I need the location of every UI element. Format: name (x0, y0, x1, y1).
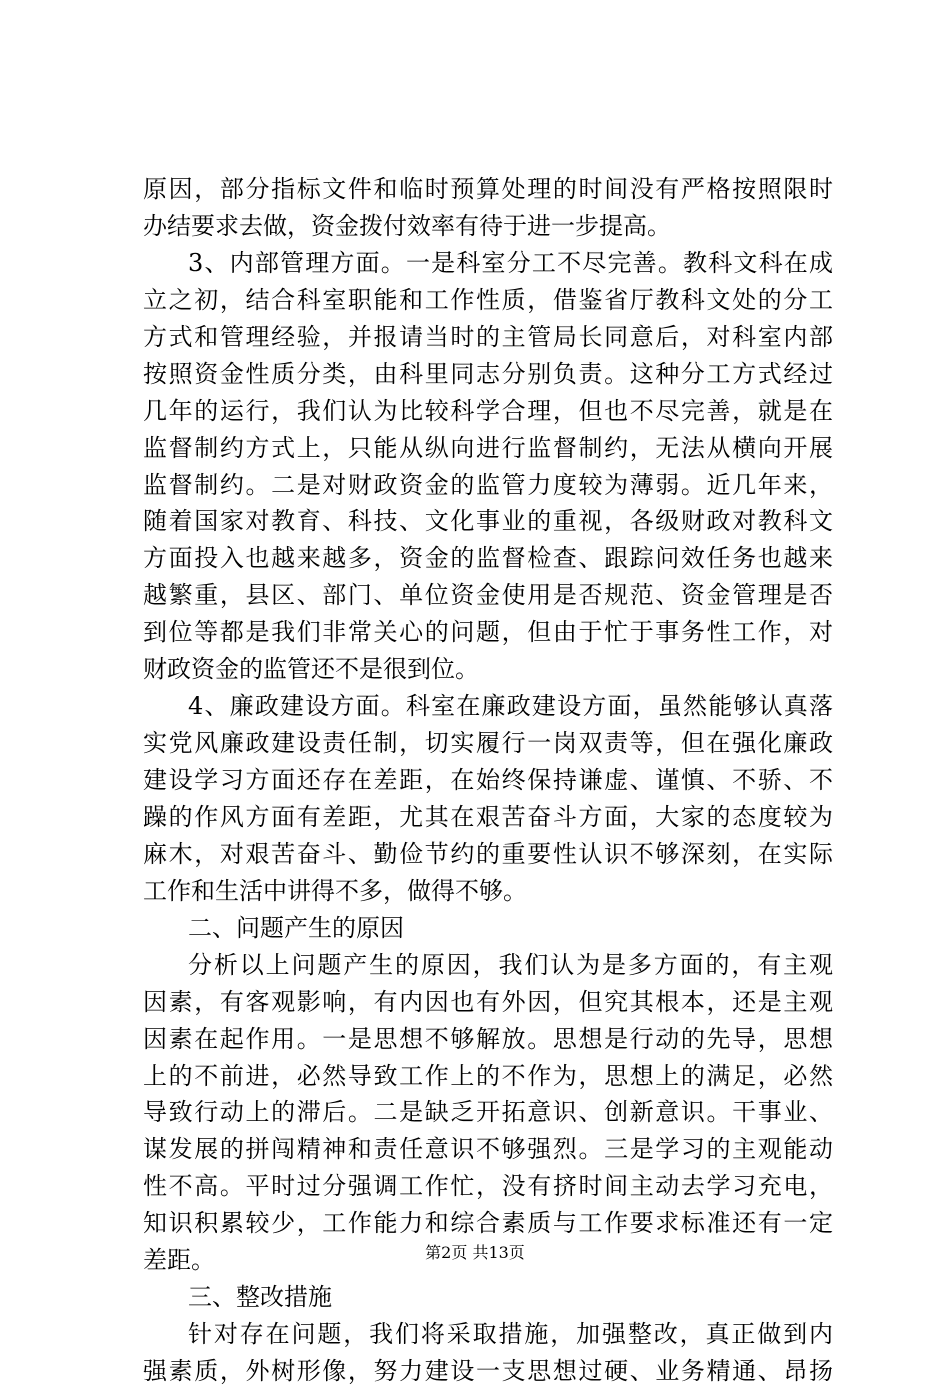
text-line: 建设学习方面还存在差距，在始终保持谦虚、谨慎、不骄、不 (143, 766, 833, 794)
text-line: 监督制约方式上，只能从纵向进行监督制约，无法从横向开展 (143, 433, 833, 462)
text-line: 4、廉政建设方面。科室在廉政建设方面，虽然能够认真落 (188, 692, 833, 721)
text-line: 因素在起作用。一是思想不够解放。思想是行动的先导，思想 (143, 1024, 833, 1053)
page-footer (0, 1243, 950, 1263)
text-line: 实党风廉政建设责任制，切实履行一岗双责等，但在强化廉政 (143, 729, 833, 758)
text-line: 强素质，外树形像，努力建设一支思想过硬、业务精通、昂扬 (143, 1357, 833, 1385)
text-line: 监督制约。二是对财政资金的监管力度较为薄弱。近几年来， (143, 470, 833, 499)
text-line: 原因，部分指标文件和临时预算处理的时间没有严格按照限时 (143, 175, 833, 203)
text-line: 三、整改措施 (188, 1283, 332, 1312)
text-line: 随着国家对教育、科技、文化事业的重视，各级财政对教科文 (143, 507, 833, 536)
text-line: 几年的运行，我们认为比较科学合理，但也不尽完善，就是在 (143, 396, 833, 425)
document-body (143, 171, 833, 1390)
text-line: 到位等都是我们非常关心的问题，但由于忙于事务性工作，对 (143, 618, 833, 647)
text-line: 性不高。平时过分强调工作忙，没有挤时间主动去学习充电， (143, 1172, 833, 1201)
text-line: 上的不前进，必然导致工作上的不作为，思想上的满足，必然 (143, 1061, 833, 1090)
text-line: 导致行动上的滞后。二是缺乏开拓意识、创新意识。干事业、 (143, 1098, 833, 1127)
text-line: 财政资金的监管还不是很到位。 (143, 655, 479, 684)
text-line: 差距。 (143, 1246, 215, 1275)
text-line: 躁的作风方面有差距，尤其在艰苦奋斗方面，大家的态度较为 (143, 802, 833, 831)
text-line: 办结要求去做，资金拨付效率有待于进一步提高。 (143, 211, 671, 240)
text-line: 方式和管理经验，并报请当时的主管局长同意后，对科室内部 (143, 322, 833, 351)
text-line: 3、内部管理方面。一是科室分工不尽完善。教科文科在成 (188, 248, 833, 277)
text-line: 麻木，对艰苦奋斗、勤俭节约的重要性认识不够深刻，在实际 (143, 839, 833, 868)
text-line: 越繁重，县区、部门、单位资金使用是否规范、资金管理是否 (143, 581, 833, 610)
text-line: 工作和生活中讲得不多，做得不够。 (143, 876, 527, 905)
text-line: 分析以上问题产生的原因，我们认为是多方面的，有主观 (188, 950, 833, 979)
text-line: 立之初，结合科室职能和工作性质，借鉴省厅教科文处的分工 (143, 285, 833, 314)
text-line: 谋发展的拼闯精神和责任意识不够强烈。三是学习的主观能动 (143, 1135, 833, 1164)
text-line: 因素，有客观影响，有内因也有外因，但究其根本，还是主观 (143, 987, 833, 1016)
text-line: 针对存在问题，我们将采取措施，加强整改，真正做到内 (188, 1320, 833, 1349)
text-line: 二、问题产生的原因 (188, 913, 404, 942)
text-line: 知识积累较少，工作能力和综合素质与工作要求标准还有一定 (143, 1209, 833, 1238)
page-number-label: 第2页 共13页 (425, 1243, 525, 1262)
text-line: 按照资金性质分类，由科里同志分别负责。这种分工方式经过 (143, 359, 833, 388)
text-line: 方面投入也越来越多，资金的监督检查、跟踪问效任务也越来 (143, 544, 833, 573)
